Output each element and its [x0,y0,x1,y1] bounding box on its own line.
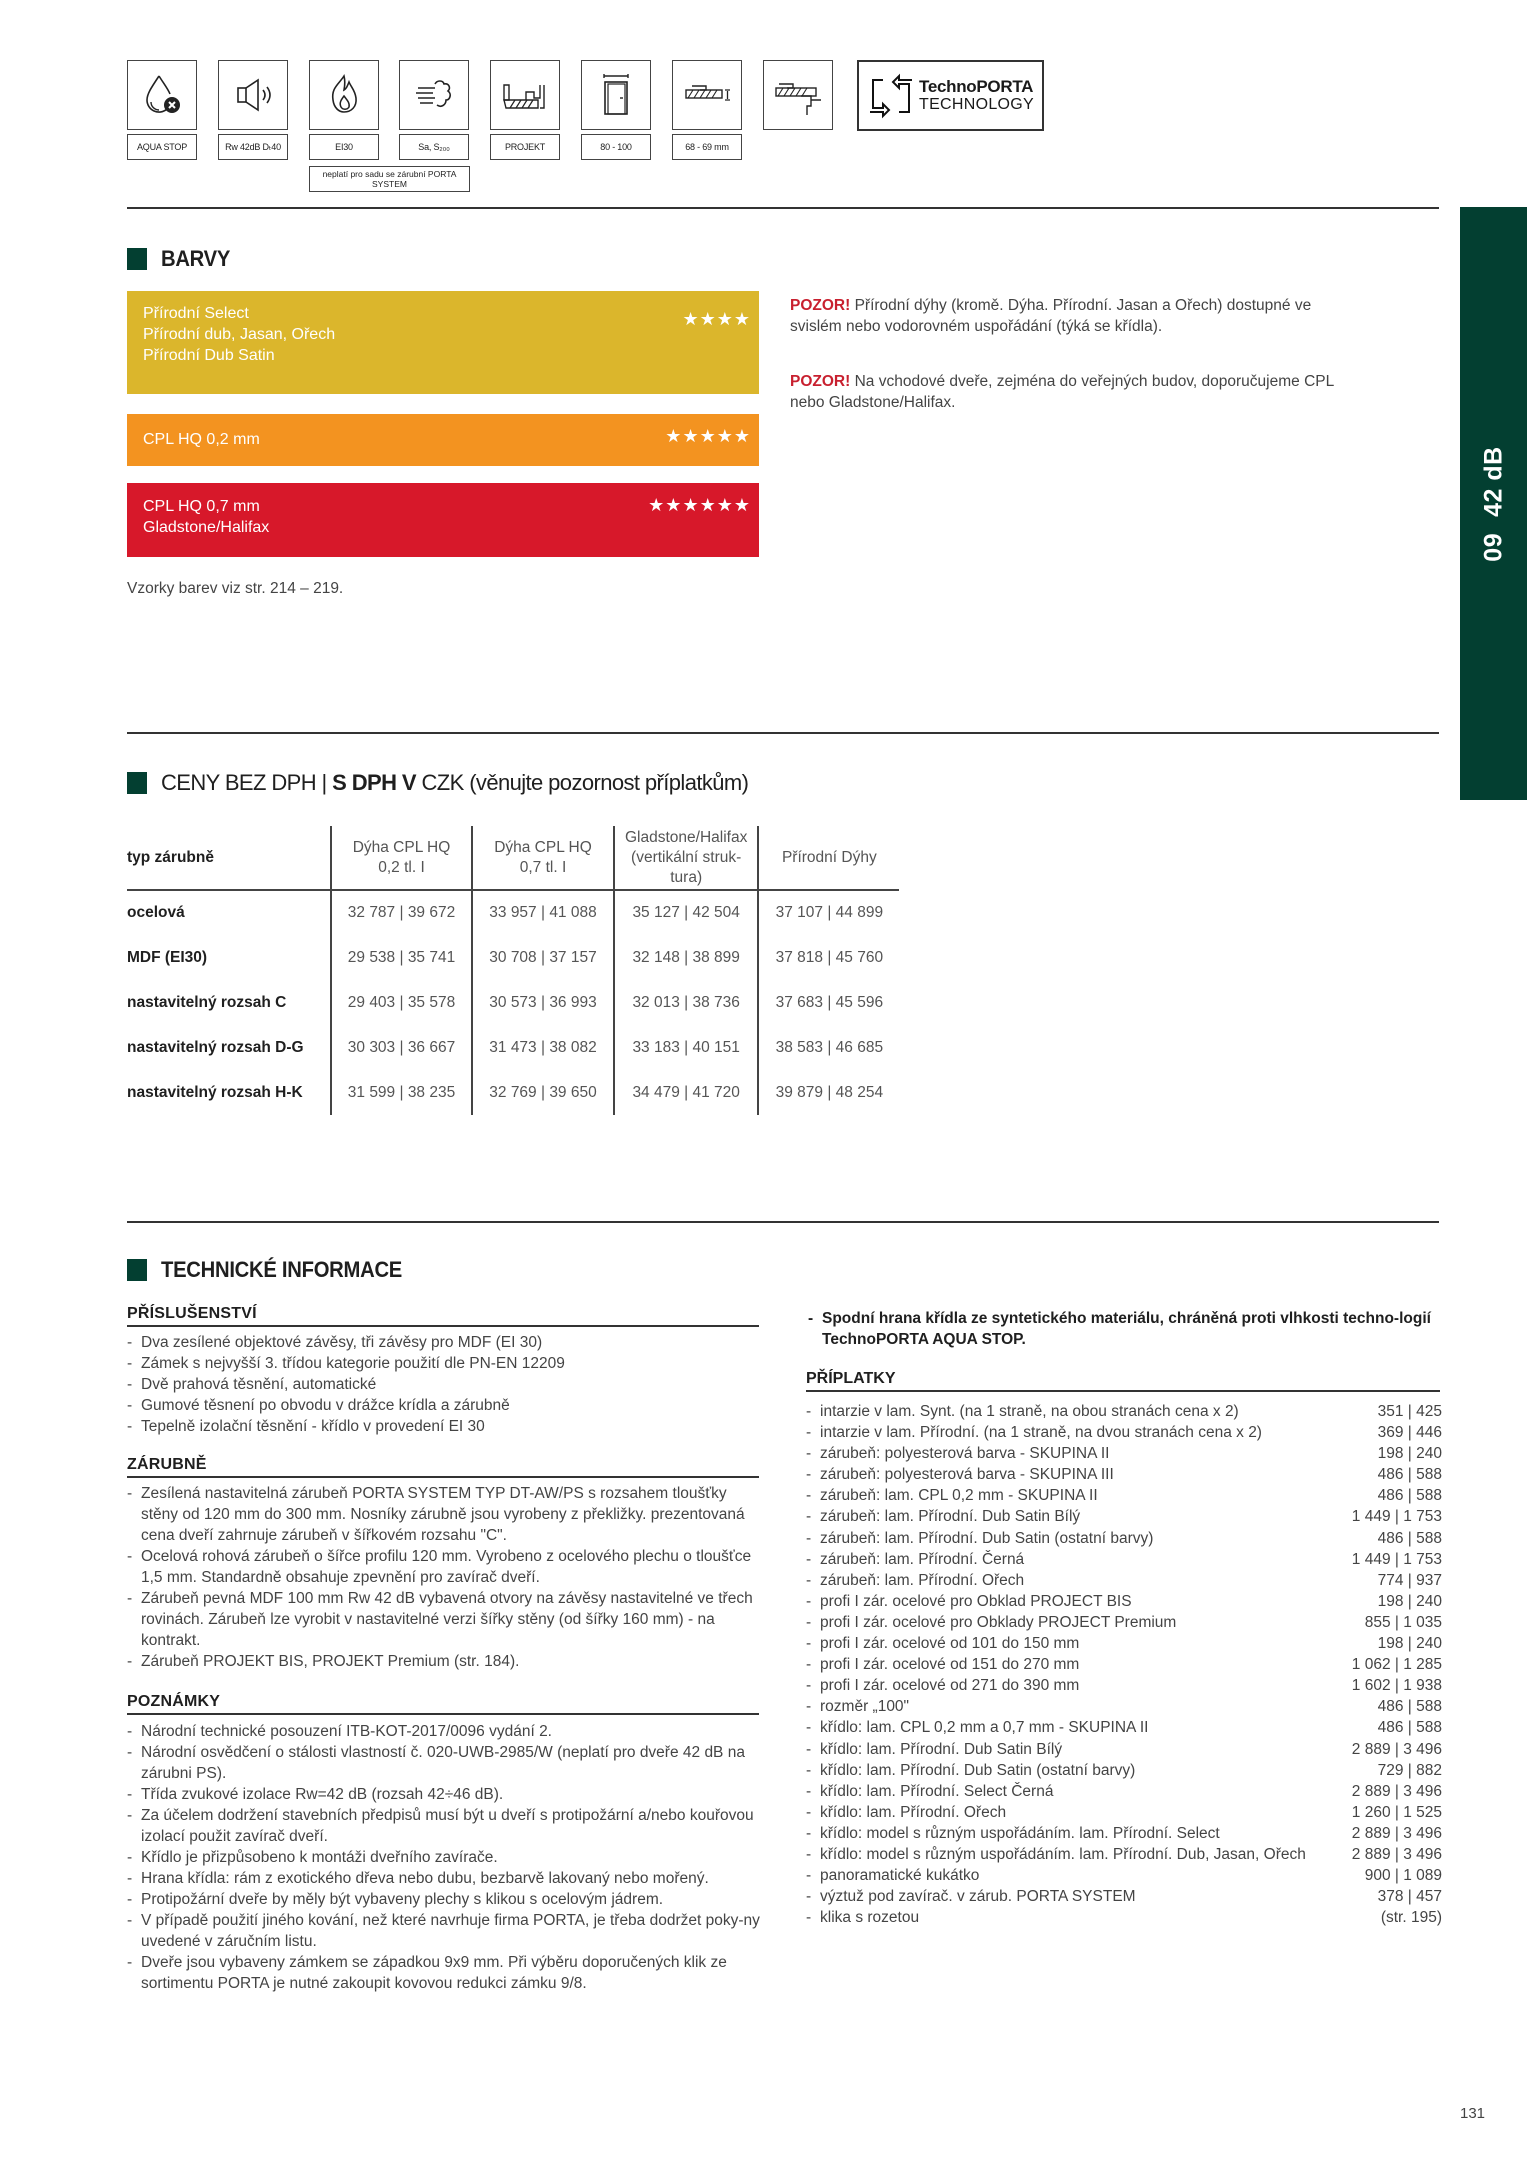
surcharge-price: 486 | 588 [1377,1529,1442,1547]
color-bar-line: CPL HQ 0,2 mm [143,431,260,448]
frames-heading: ZÁRUBNĚ [127,1456,759,1478]
sound-icon-box [218,60,288,130]
color-bar-line: Přírodní dub, Jasan, Ořech [143,326,336,343]
list-item: - Národní osvědčení o stálosti vlastností č. 020-UWB-2985/W (neplatí pro dveře 42 dB na zárubni PS). [127,1742,767,1784]
price-cell: 30 708 | 37 157 [472,935,614,980]
surcharge-label: - křídlo: lam. CPL 0,2 mm a 0,7 mm - SKUPINA II [820,1719,1149,1737]
price-table-row [127,1025,899,1070]
surcharge-item [806,1485,1442,1506]
aqua-stop-label: AQUA STOP [127,134,197,160]
surcharge-item [806,1781,1442,1802]
column-header: Gladstone/Halifax (vertikální struk-tura) [614,826,758,890]
color-bar-line: Přírodní Select [143,305,249,322]
price-cell: 32 769 | 39 650 [472,1070,614,1115]
surcharge-price: 486 | 588 [1377,1698,1442,1716]
surcharge-item [806,1802,1442,1823]
prices-title-a: CENY BEZ DPH | [161,770,333,795]
surcharge-label: - zárubeň: lam. Přírodní. Dub Satin (ostatní barvy) [820,1529,1154,1547]
surcharge-label: - zárubeň: polyesterová barva - SKUPINA II [820,1445,1110,1463]
column-header: Přírodní Dýhy [758,826,899,890]
surcharge-item [806,1654,1442,1675]
price-cell: 34 479 | 41 720 [614,1070,758,1115]
star-icon: ★ [733,309,751,329]
surcharge-price: 774 | 937 [1377,1571,1442,1589]
list-item: - Dva zesílené objektové závěsy, tři závěsy pro MDF (EI 30) [127,1332,767,1353]
list-item: - Protipožární dveře by měly být vybaveny plechy s klikou s ocelovým jádrem. [127,1889,767,1910]
price-cell: 29 538 | 35 741 [331,935,472,980]
star-icon: ★ [716,495,734,515]
fire-rating-label: EI30 [309,134,379,160]
price-cell: 37 683 | 45 596 [758,980,899,1025]
tech-heading: TECHNICKÉ INFORMACE [161,1257,403,1282]
surcharge-label: - křídlo: model s různým uspořádáním. lam. Přírodní. Select [820,1824,1220,1842]
page-number: 131 [1460,2105,1486,2122]
door-width-icon [591,70,641,120]
frame-type: nastavitelný rozsah D-G [127,1038,304,1056]
surcharge-price: 729 | 882 [1377,1761,1442,1779]
section-marker [127,772,147,794]
surcharge-item [806,1675,1442,1696]
surcharge-label: - zárubeň: polyesterová barva - SKUPINA III [820,1466,1114,1484]
surcharge-label: - křídlo: model s různým uspořádáním. lam. Přírodní. Dub, Jasan, Ořech [820,1845,1306,1863]
accessories-heading: PŘÍSLUŠENSTVÍ [127,1305,759,1327]
price-cell: 30 573 | 36 993 [472,980,614,1025]
door-width-label: 80 - 100 [581,134,651,160]
price-cell: 31 599 | 38 235 [331,1070,472,1115]
surcharge-item [806,1401,1442,1422]
price-table-header [127,826,899,890]
price-cell: 39 879 | 48 254 [758,1070,899,1115]
surcharge-item [806,1506,1442,1527]
surcharge-price: 900 | 1 089 [1364,1867,1442,1885]
surcharge-label: - klika s rozetou [820,1909,920,1927]
color-bar-cpl-02 [127,414,759,466]
technoporta-logo [857,60,1044,131]
star-icon: ★ [648,495,666,515]
surcharge-item [806,1760,1442,1781]
color-samples-reference: Vzorky barev viz str. 214 – 219. [127,580,344,597]
price-cell: 37 818 | 45 760 [758,935,899,980]
surcharge-price: 198 | 240 [1377,1445,1442,1463]
surcharge-price: 486 | 588 [1377,1487,1442,1505]
speaker-icon [228,70,278,120]
star-icon: ★ [716,309,734,329]
surcharge-label: - profi I zár. ocelové od 101 do 150 mm [820,1635,1080,1653]
surcharge-price: 1 602 | 1 938 [1351,1677,1442,1695]
flame-icon [319,70,369,120]
surcharge-price: 1 260 | 1 525 [1351,1803,1442,1821]
notes-heading: POZNÁMKY [127,1693,759,1715]
price-cell: 30 303 | 36 667 [331,1025,472,1070]
prices-title-c: CZK (věnujte pozornost příplatkům) [415,770,749,795]
warning-note [790,295,1360,337]
warning-label: POZOR! [790,297,851,314]
frame-type: nastavitelný rozsah C [127,993,287,1011]
list-item: - Zárubeň pevná MDF 100 mm Rw 42 dB vybavená otvory na závěsy nastavitelné ve třech rovinách. Zárubeň lze vyrobit v nastavitelné verzi šířky stěny (od šířky 160 mm) - na kontrakt. [127,1588,767,1651]
fire-rating-note: neplatí pro sadu se zárubní PORTA SYSTEM [309,166,470,192]
color-bar-line: Přírodní Dub Satin [143,347,275,364]
star-rating [648,495,751,516]
surcharge-item [806,1422,1442,1443]
surcharge-item [806,1739,1442,1760]
color-bar-natural [127,291,759,394]
surcharge-label: - křídlo: lam. Přírodní. Ořech [820,1803,1007,1821]
colors-section-title [127,246,236,272]
surcharges-list [806,1401,1442,1928]
surcharge-item [806,1612,1442,1633]
warning-text: Na vchodové dveře, zejména do veřejných budov, doporučujeme CPL nebo Gladstone/Halifax. [790,373,1334,411]
surcharge-price: 369 | 446 [1377,1424,1442,1442]
star-icon: ★ [699,309,717,329]
frame-type: MDF (EI30) [127,948,208,966]
star-icon: ★ [682,426,700,446]
column-header: Dýha CPL HQ 0,2 tl. I [331,826,472,890]
door-width-icon-box [581,60,651,130]
surcharge-price: 2 889 | 3 496 [1351,1845,1442,1863]
surcharge-price: 2 889 | 3 496 [1351,1740,1442,1758]
smoke-icon-box [399,60,469,130]
list-item: - Hrana křídla: rám z exotického dřeva nebo dubu, bezbarvě lakovaný nebo mořený. [127,1868,767,1889]
smoke-rating-label: Sa, S₂₀₀ [399,134,469,160]
list-item: - Gumové těsnení po obvodu v drážce krídla a zárubně [127,1395,767,1416]
surcharge-label: - profi I zár. ocelové od 271 do 390 mm [820,1677,1080,1695]
surcharge-item [806,1633,1442,1654]
surcharge-price: 198 | 240 [1377,1592,1442,1610]
surcharge-item [806,1443,1442,1464]
prices-title-b: S DPH V [332,770,416,795]
list-item: - Národní technické posouzení ITB-KOT-2017/0096 vydání 2. [127,1721,767,1742]
water-drop-cross-icon [137,70,187,120]
chapter-side-tab [1460,207,1527,800]
price-table-row [127,890,899,935]
price-cell: 32 148 | 38 899 [614,935,758,980]
colors-heading: BARVY [161,246,231,271]
surcharge-label: - intarzie v lam. Přírodní. (na 1 straně, na dvou stranách cena x 2) [820,1424,1262,1442]
tech-section-title [127,1257,423,1283]
surcharge-label: - křídlo: lam. Přírodní. Dub Satin (ostatní barvy) [820,1761,1136,1779]
surcharge-item [806,1844,1442,1865]
price-cell: 32 787 | 39 672 [331,890,472,935]
sound-rating-label: Rw 42dB Dₜ40 [218,134,288,160]
surcharge-label: - panoramatické kukátko [820,1867,980,1885]
surcharge-price: 1 449 | 1 753 [1351,1508,1442,1526]
divider [127,207,1439,209]
price-cell: 32 013 | 38 736 [614,980,758,1025]
surcharge-price: (str. 195) [1380,1909,1442,1927]
frames-list [127,1483,767,1672]
surcharge-price: 1 449 | 1 753 [1351,1550,1442,1568]
projekt-icon-box [490,60,560,130]
surcharge-item [806,1464,1442,1485]
star-icon: ★ [733,426,751,446]
section-marker [127,248,147,270]
price-cell: 33 957 | 41 088 [472,890,614,935]
aqua-stop-icon-box [127,60,197,130]
list-item: - Tepelně izolační těsnění - křídlo v provedení EI 30 [127,1416,767,1437]
surcharge-label: - křídlo: lam. Přírodní. Select Černá [820,1782,1054,1800]
surcharge-price: 1 062 | 1 285 [1351,1656,1442,1674]
warning-text: Přírodní dýhy (kromě. Dýha. Přírodní. Jasan a Ořech) dostupné ve svislém nebo vodorovném uspořádání (týká se křídla). [790,297,1312,335]
divider [127,1221,1439,1223]
divider [127,732,1439,734]
list-item: - Dveře jsou vybaveny zámkem se západkou 9x9 mm. Při výběru doporučených klik ze sortimentu PORTA je nutné zakoupit kovovou redukci zámku 9/8. [127,1952,767,1994]
thickness-icon [680,70,734,120]
color-bar-line: Gladstone/Halifax [143,519,270,536]
star-rating [665,426,751,447]
surcharge-item [806,1549,1442,1570]
thickness-icon-box [672,60,742,130]
techno-title: TechnoPORTA [919,77,1034,96]
surcharge-item [806,1907,1442,1928]
surcharge-price: 2 889 | 3 496 [1351,1782,1442,1800]
list-item: - Za účelem dodržení stavebních předpisů musí být u dveří s protipožární a/nebo kouřovou izolací použit zavírač dveří. [127,1805,767,1847]
surcharge-price: 855 | 1 035 [1364,1613,1442,1631]
surcharge-price: 486 | 588 [1377,1719,1442,1737]
rebate-icon-box [763,60,833,130]
surcharge-item [806,1570,1442,1591]
price-cell: 37 107 | 44 899 [758,890,899,935]
surcharge-label: - rozměr „100" [820,1698,910,1716]
chapter-number: 09 [1479,532,1507,562]
surcharge-label: - zárubeň: lam. Přírodní. Dub Satin Bílý [820,1508,1081,1526]
price-cell: 35 127 | 42 504 [614,890,758,935]
chapter-label: 42 dB [1479,445,1507,517]
price-cell: 31 473 | 38 082 [472,1025,614,1070]
list-item: - Zesílená nastavitelná zárubeň PORTA SYSTEM TYP DT-AW/PS s rozsahem tloušťky stěny od 120 mm do 300 mm. Nosníky zárubně jsou vyrobeny z překližky. prezentovaná cena dveří zahrnuje zárubeň v šířkovém rozsahu "C". [127,1483,767,1546]
list-item: - Zámek s nejvyšší 3. třídou kategorie použití dle PN-EN 12209 [127,1353,767,1374]
warning-label: POZOR! [790,373,851,390]
surcharge-label: - zárubeň: lam. Přírodní. Ořech [820,1571,1025,1589]
warning-note [790,371,1360,413]
smoke-icon [409,70,459,120]
list-item: - Třída zvukové izolace Rw=42 dB (rozsah 42÷46 dB). [127,1784,767,1805]
price-cell: 33 183 | 40 151 [614,1025,758,1070]
color-bar-line: CPL HQ 0,7 mm [143,498,260,515]
price-table [127,826,899,1115]
surcharge-item [806,1886,1442,1907]
star-icon: ★ [665,495,683,515]
list-item: - V případě použití jiného kování, než které navrhuje firma PORTA, je třeba dodržet poky-ny uvedené v záručním listu. [127,1910,767,1952]
techno-subtitle: TECHNOLOGY [919,96,1035,113]
surcharge-item [806,1717,1442,1738]
star-icon: ★ [682,495,700,515]
section-marker [127,1259,147,1281]
price-table-row [127,935,899,980]
price-table-row [127,980,899,1025]
aqua-stop-note: - Spodní hrana křídla ze syntetického materiálu, chráněná proti vlhkosti techno-logií TechnoPORTA AQUA STOP. [806,1308,1436,1350]
surcharge-label: - zárubeň: lam. Přírodní. Černá [820,1550,1025,1568]
surcharge-label: - intarzie v lam. Synt. (na 1 straně, na obou stranách cena x 2) [820,1403,1239,1420]
price-cell: 38 583 | 46 685 [758,1025,899,1070]
frame-type: ocelová [127,904,185,921]
star-icon: ★ [682,309,700,329]
list-item: - Dvě prahová těsnění, automatické [127,1374,767,1395]
surcharge-item [806,1591,1442,1612]
surcharge-price: 378 | 457 [1377,1888,1442,1906]
accessories-list [127,1332,767,1437]
surcharge-label: - profi I zár. ocelové pro Obklad PROJECT BIS [820,1592,1132,1610]
list-item: - Křídlo je přizpůsobeno k montáži dveřního zavírače. [127,1847,767,1868]
surcharge-label: - profi I zár. ocelové pro Obklady PROJECT Premium [820,1613,1177,1631]
star-icon: ★ [699,426,717,446]
notes-list [127,1721,767,1994]
frame-type: nastavitelný rozsah H-K [127,1083,303,1101]
surcharge-price: 351 | 425 [1377,1403,1442,1420]
star-rating [682,309,751,330]
star-icon: ★ [733,495,751,515]
surcharge-item [806,1865,1442,1886]
star-icon: ★ [699,495,717,515]
rebate-profile-icon [771,70,825,120]
surcharge-item [806,1823,1442,1844]
column-header: typ zárubně [127,826,331,890]
surcharge-label: - profi I zár. ocelové od 151 do 270 mm [820,1656,1080,1674]
surcharge-item [806,1696,1442,1717]
list-item: - Ocelová rohová zárubeň o šířce profilu 120 mm. Vyrobeno z ocelového plechu o tloušťce 1,5 mm. Standardně obsahuje zpevnění pro zavírač dveří. [127,1546,767,1588]
surcharge-price: 486 | 588 [1377,1466,1442,1484]
star-icon: ★ [665,426,683,446]
projekt-label: PROJEKT [490,134,560,160]
surcharge-price: 198 | 240 [1377,1635,1442,1653]
frame-profile-icon [498,70,552,120]
surcharge-label: - výztuž pod zavírač. v zárub. PORTA SYSTEM [820,1888,1136,1906]
list-item: - Zárubeň PROJEKT BIS, PROJEKT Premium (str. 184). [127,1651,767,1672]
price-table-row [127,1070,899,1115]
surcharges-heading: PŘÍPLATKY [806,1370,1440,1392]
surcharge-price: 2 889 | 3 496 [1351,1824,1442,1842]
price-cell: 29 403 | 35 578 [331,980,472,1025]
color-bar-cpl-07 [127,483,759,557]
surcharge-label: - zárubeň: lam. CPL 0,2 mm - SKUPINA II [820,1487,1098,1505]
column-header: Dýha CPL HQ 0,7 tl. I [472,826,614,890]
star-icon: ★ [716,426,734,446]
surcharge-label: - křídlo: lam. Přírodní. Dub Satin Bílý [820,1740,1063,1758]
prices-section-title [127,770,748,796]
fire-icon-box [309,60,379,130]
thickness-label: 68 - 69 mm [672,134,742,160]
technoporta-arrows-icon [869,72,913,120]
surcharge-item [806,1528,1442,1549]
